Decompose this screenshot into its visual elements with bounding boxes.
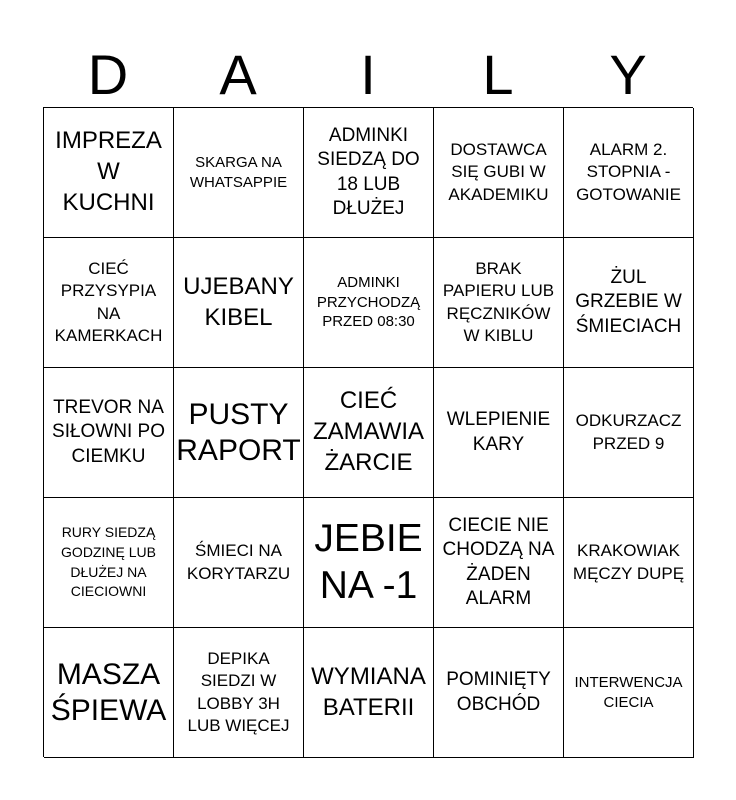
- bingo-cell-text: SKARGA NA WHATSAPPIE: [189, 154, 288, 191]
- bingo-cell-text: INTERWENCJA CIECIA: [574, 674, 683, 711]
- bingo-cell-r5-c2[interactable]: [174, 628, 304, 758]
- bingo-cell-r5-c4[interactable]: [434, 628, 564, 758]
- bingo-cell-text: DEPIKA SIEDZI W LOBBY 3H LUB WIĘCEJ: [187, 649, 290, 735]
- bingo-title: [43, 42, 693, 108]
- bingo-cell-r3-c5[interactable]: [564, 368, 694, 498]
- bingo-cell-r2-c4[interactable]: [434, 238, 564, 368]
- bingo-cell-r2-c2[interactable]: [174, 238, 304, 368]
- bingo-cell-text: TREVOR NA SIŁOWNI PO CIEMKU: [52, 397, 165, 467]
- bingo-cell-text: CIEĆ ZAMAWIA ŻARCIE: [312, 387, 425, 476]
- title-letter-y: Y: [609, 43, 647, 106]
- bingo-cell-text: IMPREZA W KUCHNI: [55, 127, 162, 216]
- title-letter-a: A: [219, 43, 257, 106]
- bingo-cell-r4-c2[interactable]: [174, 498, 304, 628]
- bingo-board: [43, 107, 693, 757]
- bingo-cell-text: CIECIE NIE CHODZĄ NA ŻADEN ALARM: [442, 514, 555, 609]
- bingo-cell-r1-c5[interactable]: [564, 108, 694, 238]
- bingo-cell-text: KRAKOWIAK MĘCZY DUPĘ: [572, 541, 685, 583]
- bingo-cell-r5-c1[interactable]: [44, 628, 174, 758]
- bingo-cell-r2-c3[interactable]: [304, 238, 434, 368]
- bingo-cell-text: ALARM 2. STOPNIA - GOTOWANIE: [576, 140, 681, 204]
- bingo-cell-r3-c4[interactable]: [434, 368, 564, 498]
- bingo-cell-r3-c2[interactable]: [174, 368, 304, 498]
- bingo-cell-text: WLEPIENIE KARY: [446, 409, 551, 455]
- bingo-cell-r1-c4[interactable]: [434, 108, 564, 238]
- bingo-cell-r2-c5[interactable]: [564, 238, 694, 368]
- bingo-cell-r2-c1[interactable]: [44, 238, 174, 368]
- bingo-cell-text: ODKURZACZ PRZED 9: [575, 411, 682, 453]
- bingo-cell-text: PUSTY RAPORT: [176, 398, 301, 467]
- bingo-cell-r3-c3[interactable]: [304, 368, 434, 498]
- bingo-cell-r4-c4[interactable]: [434, 498, 564, 628]
- bingo-cell-r4-c5[interactable]: [564, 498, 694, 628]
- bingo-cell-r1-c2[interactable]: [174, 108, 304, 238]
- bingo-cell-r5-c5[interactable]: [564, 628, 694, 758]
- bingo-cell-text: CIEĆ PRZYSYPIA NA KAMERKACH: [54, 259, 163, 345]
- title-letter-i: I: [360, 43, 376, 106]
- bingo-cell-text: RURY SIEDZĄ GODZINĘ LUB DŁUŻEJ NA CIECIOWNI: [61, 524, 156, 600]
- bingo-cell-r4-c1[interactable]: [44, 498, 174, 628]
- title-letter-d: D: [87, 43, 129, 106]
- bingo-cell-text: ŻUL GRZEBIE W ŚMIECIACH: [575, 267, 682, 337]
- bingo-cell-r3-c1[interactable]: [44, 368, 174, 498]
- title-letter-l: L: [482, 43, 514, 106]
- bingo-cell-r1-c1[interactable]: [44, 108, 174, 238]
- bingo-cell-text: UJEBANY KIBEL: [183, 272, 294, 331]
- bingo-cell-text: JEBIE NA -1: [314, 516, 423, 607]
- bingo-cell-text: ADMINKI SIEDZĄ DO 18 LUB DŁUŻEJ: [317, 124, 420, 219]
- bingo-cell-text: BRAK PAPIERU LUB RĘCZNIKÓW W KIBLU: [442, 259, 555, 345]
- bingo-cell-text: DOSTAWCA SIĘ GUBI W AKADEMIKU: [448, 140, 549, 204]
- bingo-cell-text: POMINIĘTY OBCHÓD: [446, 669, 551, 715]
- bingo-cell-text: ADMINKI PRZYCHODZĄ PRZED 08:30: [316, 274, 421, 331]
- bingo-cell-text: ŚMIECI NA KORYTARZU: [186, 541, 291, 583]
- bingo-cell-r4-c3[interactable]: [304, 498, 434, 628]
- bingo-cell-text: WYMIANA BATERII: [311, 662, 426, 721]
- bingo-cell-r1-c3[interactable]: [304, 108, 434, 238]
- bingo-cell-r5-c3[interactable]: [304, 628, 434, 758]
- bingo-cell-text: MASZA ŚPIEWA: [50, 658, 167, 727]
